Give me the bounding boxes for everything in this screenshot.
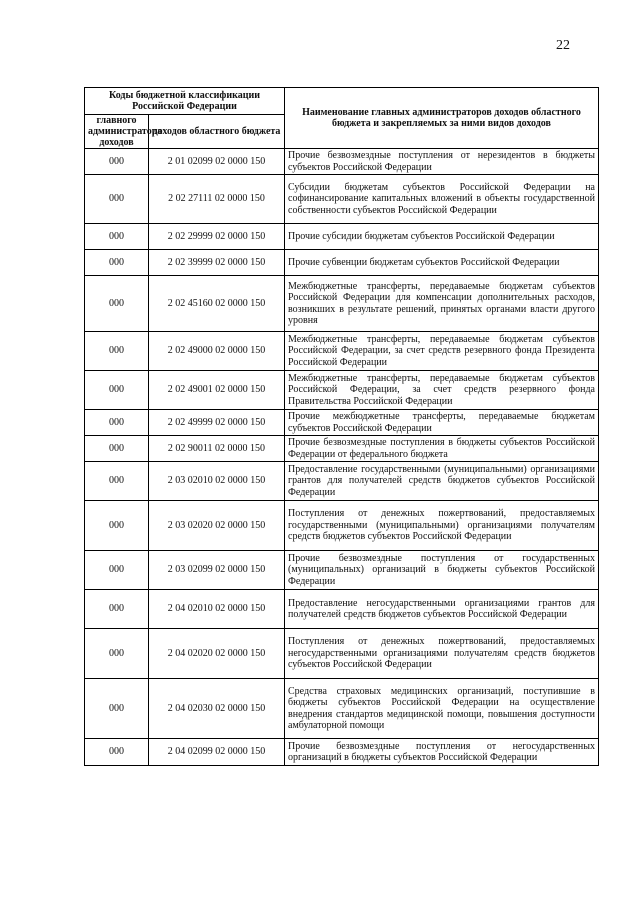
admin-code-cell: 000 [85, 551, 149, 590]
admin-code-cell: 000 [85, 679, 149, 739]
admin-code-cell: 000 [85, 250, 149, 276]
admin-code-cell: 000 [85, 410, 149, 436]
revenue-code-cell: 2 04 02030 02 0000 150 [149, 679, 285, 739]
table-row [85, 149, 599, 175]
table-row [85, 739, 599, 766]
revenue-code-cell: 2 02 49999 02 0000 150 [149, 410, 285, 436]
admin-code-cell: 000 [85, 739, 149, 766]
header-codes-group: Коды бюджетной классификации Российской Федерации [85, 88, 285, 115]
admin-code-cell: 000 [85, 224, 149, 250]
admin-code-cell: 000 [85, 501, 149, 551]
table-row [85, 629, 599, 679]
table-body [85, 149, 599, 766]
header-main-administrator: главного администратора доходов [85, 115, 149, 149]
table-row [85, 679, 599, 739]
revenue-name-cell: Предоставление государственными (муниципальными) организациями грантов для получателей средств бюджетов субъектов Российской Федерации [285, 462, 599, 501]
header-revenue-code: доходов областного бюджета [149, 115, 285, 149]
revenue-code-cell: 2 04 02020 02 0000 150 [149, 629, 285, 679]
table-row [85, 224, 599, 250]
revenue-code-cell: 2 02 39999 02 0000 150 [149, 250, 285, 276]
revenue-code-cell: 2 03 02020 02 0000 150 [149, 501, 285, 551]
admin-code-cell: 000 [85, 629, 149, 679]
table-row [85, 332, 599, 371]
revenue-code-cell: 2 01 02099 02 0000 150 [149, 149, 285, 175]
table-row [85, 410, 599, 436]
revenue-name-cell: Прочие субсидии бюджетам субъектов Российской Федерации [285, 224, 599, 250]
budget-classification-table [84, 87, 599, 766]
table-row [85, 250, 599, 276]
table-row [85, 462, 599, 501]
table-row [85, 371, 599, 410]
revenue-name-cell: Прочие безвозмездные поступления от государственных (муниципальных) организаций в бюджеты субъектов Российской Федерации [285, 551, 599, 590]
admin-code-cell: 000 [85, 276, 149, 332]
revenue-name-cell: Поступления от денежных пожертвований, предоставляемых государственными (муниципальными) организациями получателям средств бюджетов субъектов Российской Федерации [285, 501, 599, 551]
revenue-name-cell: Межбюджетные трансферты, передаваемые бюджетам субъектов Российской Федерации, за счет средств резервного фонда Правительства Российской Федерации [285, 371, 599, 410]
revenue-code-cell: 2 02 27111 02 0000 150 [149, 175, 285, 224]
admin-code-cell: 000 [85, 436, 149, 462]
admin-code-cell: 000 [85, 175, 149, 224]
header-administrator-name: Наименование главных администраторов доходов областного бюджета и закрепляемых за ними видов доходов [285, 88, 599, 149]
revenue-code-cell: 2 02 29999 02 0000 150 [149, 224, 285, 250]
revenue-name-cell: Прочие межбюджетные трансферты, передаваемые бюджетам субъектов Российской Федерации [285, 410, 599, 436]
page-number: 22 [556, 38, 570, 53]
table-row [85, 501, 599, 551]
revenue-code-cell: 2 03 02099 02 0000 150 [149, 551, 285, 590]
admin-code-cell: 000 [85, 371, 149, 410]
table-row [85, 175, 599, 224]
revenue-code-cell: 2 04 02010 02 0000 150 [149, 590, 285, 629]
admin-code-cell: 000 [85, 590, 149, 629]
revenue-name-cell: Субсидии бюджетам субъектов Российской Федерации на софинансирование капитальных вложений в объекты государственной собственности субъектов Российской Федерации [285, 175, 599, 224]
revenue-code-cell: 2 02 49000 02 0000 150 [149, 332, 285, 371]
revenue-code-cell: 2 03 02010 02 0000 150 [149, 462, 285, 501]
revenue-name-cell: Прочие субвенции бюджетам субъектов Российской Федерации [285, 250, 599, 276]
revenue-name-cell: Прочие безвозмездные поступления от нерезидентов в бюджеты субъектов Российской Федерации [285, 149, 599, 175]
admin-code-cell: 000 [85, 149, 149, 175]
revenue-code-cell: 2 02 49001 02 0000 150 [149, 371, 285, 410]
table-row [85, 551, 599, 590]
revenue-name-cell: Средства страховых медицинских организаций, поступившие в бюджеты субъектов Российской Федерации на осуществление внедрения стандартов медицинской помощи, повышения доступности амбулаторной помощи [285, 679, 599, 739]
table-row [85, 590, 599, 629]
revenue-name-cell: Прочие безвозмездные поступления в бюджеты субъектов Российской Федерации от федерального бюджета [285, 436, 599, 462]
revenue-name-cell: Поступления от денежных пожертвований, предоставляемых негосударственными организациями получателям средств бюджетов субъектов Российской Федерации [285, 629, 599, 679]
revenue-name-cell: Межбюджетные трансферты, передаваемые бюджетам субъектов Российской Федерации для компенсации дополнительных расходов, возникших в результате решений, принятых органами власти другого уровня [285, 276, 599, 332]
revenue-code-cell: 2 02 90011 02 0000 150 [149, 436, 285, 462]
table-row [85, 436, 599, 462]
revenue-code-cell: 2 02 45160 02 0000 150 [149, 276, 285, 332]
revenue-code-cell: 2 04 02099 02 0000 150 [149, 739, 285, 766]
revenue-name-cell: Межбюджетные трансферты, передаваемые бюджетам субъектов Российской Федерации, за счет средств резервного фонда Президента Российской Федерации [285, 332, 599, 371]
admin-code-cell: 000 [85, 332, 149, 371]
revenue-name-cell: Предоставление негосударственными организациями грантов для получателей средств бюджетов субъектов Российской Федерации [285, 590, 599, 629]
table-row [85, 276, 599, 332]
admin-code-cell: 000 [85, 462, 149, 501]
revenue-name-cell: Прочие безвозмездные поступления от негосударственных организаций в бюджеты субъектов Российской Федерации [285, 739, 599, 766]
